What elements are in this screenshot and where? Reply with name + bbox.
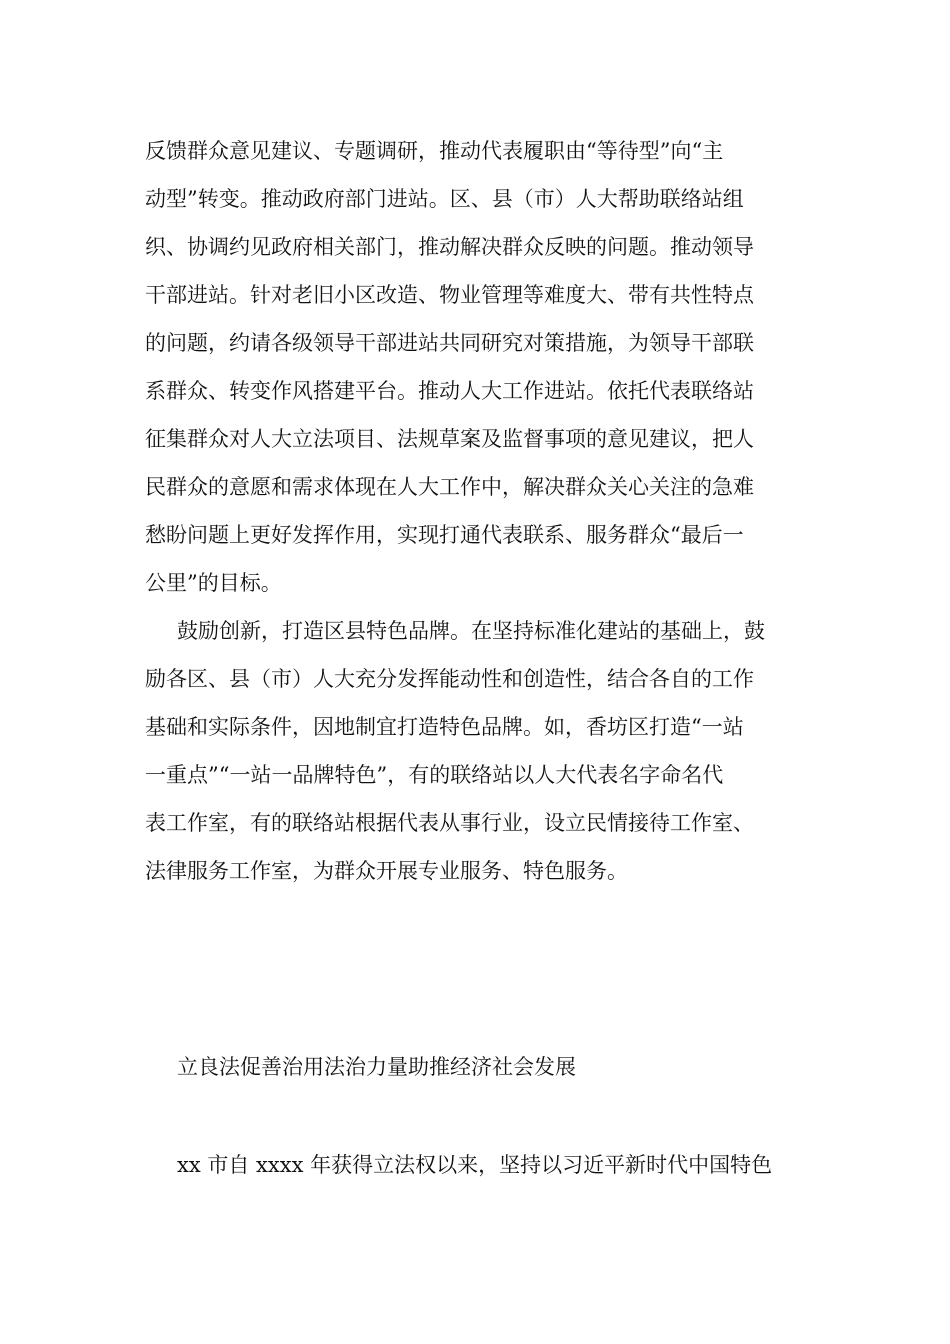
text-line: 法律服务工作室，为群众开展专业服务、特色服务。 bbox=[145, 859, 628, 883]
text-line: 鼓励创新，打造区县特色品牌。在坚持标准化建站的基础上，鼓 bbox=[177, 619, 765, 643]
text-line: 系群众、转变作风搭建平台。推动人大工作进站。依托代表联络站 bbox=[145, 379, 754, 403]
text-line: 表工作室，有的联络站根据代表从事行业，设立民情接待工作室、 bbox=[145, 811, 754, 835]
text-line: 反馈群众意见建议、专题调研，推动代表履职由“等待型”向“主 bbox=[145, 139, 724, 163]
section-title: 立良法促善治用法治力量助推经济社会发展 bbox=[177, 1055, 576, 1079]
text-line: 励各区、县（市）人大充分发挥能动性和创造性，结合各自的工作 bbox=[145, 667, 754, 691]
text-line: 织、协调约见政府相关部门，推动解决群众反映的问题。推动领导 bbox=[145, 235, 754, 259]
text-line: 征集群众对人大立法项目、法规草案及监督事项的意见建议，把人 bbox=[145, 427, 754, 451]
text-line: 公里”的目标。 bbox=[145, 571, 282, 595]
text-line: 干部进站。针对老旧小区改造、物业管理等难度大、带有共性特点 bbox=[145, 283, 754, 307]
text-line: 愁盼问题上更好发挥作用，实现打通代表联系、服务群众“最后一 bbox=[145, 523, 744, 547]
text-line: 民群众的意愿和需求体现在人大工作中，解决群众关心关注的急难 bbox=[145, 475, 754, 499]
text-line: xx 市自 xxxx 年获得立法权以来，坚持以习近平新时代中国特色 bbox=[177, 1153, 773, 1177]
text-line: 的问题，约请各级领导干部进站共同研究对策措施，为领导干部联 bbox=[145, 331, 754, 355]
text-line: 基础和实际条件，因地制宜打造特色品牌。如，香坊区打造“一站 bbox=[145, 715, 744, 739]
text-line: 一重点”“一站一品牌特色”，有的联络站以人大代表名字命名代 bbox=[145, 763, 724, 787]
text-line: 动型”转变。推动政府部门进站。区、县（市）人大帮助联络站组 bbox=[145, 187, 744, 211]
